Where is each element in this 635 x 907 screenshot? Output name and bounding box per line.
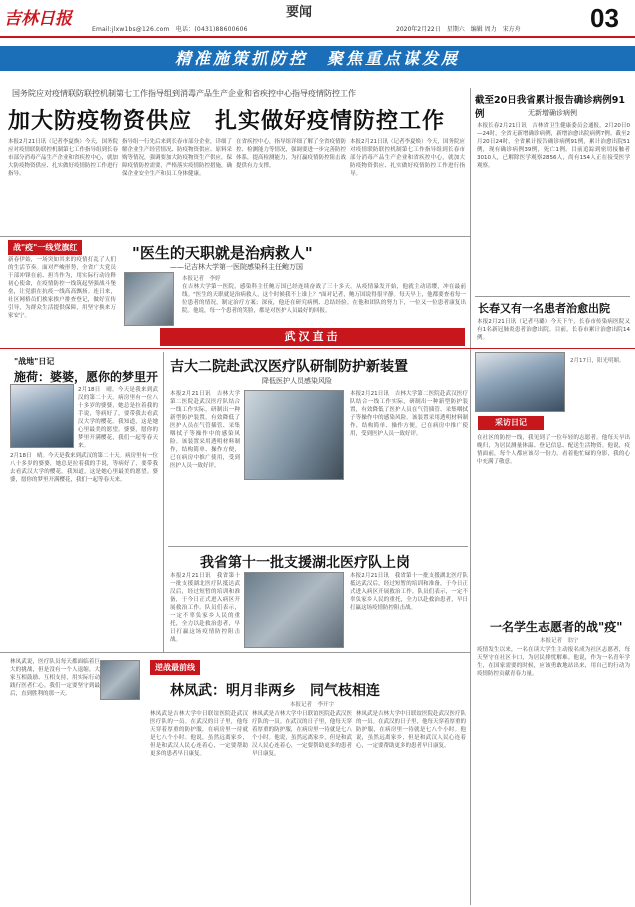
- right-box-text: 本报长春2月21日讯 吉林省卫生健康委员会通报，2月20日0—24时，全省无新增确诊病例，新增治愈出院病例7例。截至2月20日24时，全省累计报告确诊病例91例，累计治愈出院51例，现有确诊病例39例，死亡1例。目前追踪到密切接触者3010人，已解除医学观察2856人，尚有154人正在接受医学观察。: [477, 123, 630, 169]
- doctor-photo: [124, 272, 174, 326]
- column-divider: [470, 350, 471, 905]
- diary-text-continued: 2月18日 晴。今天是我来到武汉的第二十天。病房里有一位八十多岁的婆婆，她总是拉着我的手说，等病好了，要带我去看武汉大学的樱花。我知道，这是她心里最美的愿望。婆婆，愿你的梦里开满樱花，我们一起等春天来。: [10, 453, 158, 483]
- banner-text: 精准施策抓防控 聚焦重点谋发展: [174, 49, 460, 68]
- story2-title: 我省第十一批支援湖北医疗队上岗: [200, 555, 410, 571]
- story2-text-a: 本报2月21日讯 我省第十一批支援湖北医疗队抵达武汉后，经过短暂的培训和准备，于今日正式进入病区开展救治工作。队员们表示，一定不辜负家乡人民的重托，全力以赴救治患者，早日打赢这场疫情防控阻击战。: [170, 573, 240, 643]
- lead-paragraph-2: 指导组一行先后来到长春市部分企业，详细了解企业生产经营情况、防疫物资供应、原料采购等情况，强调要加大防疫物资生产供应，保障疫情防控需要，严格落实疫情防控措施，确保企业安全生产和员工身体健康。: [122, 139, 232, 177]
- story3-text-b: 林凤武是吉林大学中日联谊医院赴武汉医疗队的一员。在武汉的日子里，他每天穿着厚重的防护服，在病房里一待就是七八个小时。他说，虽然远离家乡，但是和武汉人民心连着心，一定要帮助更多的患者早日康复。: [252, 711, 352, 757]
- lead-kicker: 国务院应对疫情联防联控机制第七工作指导组到消毒产品生产企业和省疾控中心指导疫情防控工作: [12, 89, 356, 98]
- protective-device-photo: [244, 390, 344, 480]
- volunteer-story-text: 疫情发生以来，一名在读大学生主动报名成为社区志愿者，每天坚守在社区卡口，为居民排忧解难。他说，作为一名青年学生，在国家需要的时候，应该勇敢地站出来，用自己的行动为疫情防控贡献青春力量。: [477, 647, 630, 677]
- divider: [0, 348, 635, 349]
- lead-paragraph-3: 在省疾控中心，指导组详细了解了全省疫情防控、检测能力等情况，强调要进一步完善防控体系，提高检测能力，为打赢疫情防控阻击战提供有力支撑。: [236, 139, 346, 169]
- wuhan-section-bar: [160, 328, 465, 346]
- story1-title: 吉大二院赴武汉医疗队研制防护新装置: [170, 359, 408, 375]
- story3-tag: 逆战最前线: [150, 660, 200, 675]
- feature-text: 在吉林大学第一医院，感染科主任鲍万国已经连续奋战了三十多天。从疫情暴发开始，他就主动请缨，冲在最前线。"医生的天职就是治病救人，这个时候我不上谁上？"面对记者，鲍万国说得很平静。每天早上，他都要查看每一位患者的情况，制定治疗方案；深夜，他还在研究病例、总结经验。在他和团队的努力下，一位又一位患者康复出院。他说，每一个患者的笑脸，都是对医护人员最好的回报。: [182, 284, 466, 314]
- column-tag: 战"疫"一线党旗红: [8, 240, 82, 255]
- story3-text-a: 林凤武是吉林大学中日联谊医院赴武汉医疗队的一员。在武汉的日子里，他每天穿着厚重的防护服，在病房里一待就是七八个小时。他说，虽然远离家乡，但是和武汉人民心连着心，一定要帮助更多的患者早日康复。: [150, 711, 248, 757]
- story1-text-b: 本报2月21日讯 吉林大学第二医院赴武汉医疗队结合一线工作实际，研制出一种新型防护装置，有效降低了医护人员在气管插管、采集咽拭子等操作中的感染风险。该装置采用透明材料制作，结构简单、操作方便，已在病房中推广使用，受到医护人员一致好评。: [350, 391, 468, 437]
- contact-info: Email:jlxw1bs@126.com 电话：(0431)88600606: [92, 26, 248, 33]
- right-column-tag: 采访日记: [478, 416, 544, 430]
- nurse-photo: [10, 384, 74, 448]
- theme-banner: [0, 46, 635, 71]
- right-column-date: 2月17日，阳光明媚。: [570, 358, 625, 364]
- second-right-title: 长春又有一名患者治愈出院: [478, 302, 610, 315]
- medical-team-photo: [244, 572, 344, 648]
- story1-text-a: 本报2月21日讯 吉林大学第二医院赴武汉医疗队结合一线工作实际，研制出一种新型防护装置，有效降低了医护人员在气管插管、采集咽拭子等操作中的感染风险。该装置采用透明材料制作，结构简单、操作方便，已在病房中推广使用，受到医护人员一致好评。: [170, 391, 240, 469]
- feature-title: "医生的天职就是治病救人": [132, 244, 313, 262]
- right-box-title: 截至20日我省累计报告确诊病例91例: [475, 95, 625, 120]
- divider: [0, 236, 470, 237]
- story3-text-c: 林凤武是吉林大学中日联谊医院赴武汉医疗队的一员。在武汉的日子里，他每天穿着厚重的防护服，在病房里一待就是七八个小时。他说，虽然远离家乡，但是和武汉人民心连着心，一定要帮助更多的患者早日康复。: [356, 711, 466, 749]
- column-left-text: 新春伊始，一场突如其来的疫情打乱了人们的生活节奏。面对严峻形势，全省广大党员干部冲锋在前、担当作为，用实际行动诠释初心使命，在疫情防控一线筑起坚强战斗堡垒，让党旗在抗疫一线高高飘扬。连日来，社区网格员们挨家挨户排查登记，做好宣传引导，为群众生活提供保障，用坚守换来万家安宁。: [8, 257, 116, 319]
- second-right-text: 本报2月21日讯（记者马璐）今天下午，长春市传染病医院又有1名新冠肺炎患者治愈出院。目前，长春市累计治愈出院14例。: [477, 319, 630, 341]
- reporter-photo: [100, 660, 140, 700]
- feature-subtitle: ——记吉林大学第一医院感染科主任鲍万国: [170, 263, 303, 271]
- story3-title: 林凤武：明月非两乡 同气枝相连: [170, 683, 380, 699]
- story2-text-b: 本报2月21日讯 我省第十一批支援湖北医疗队抵达武汉后，经过短暂的培训和准备，于今日正式进入病区开展救治工作。队员们表示，一定不辜负家乡人民的重托，全力以赴救治患者，早日打赢这场疫情防控阻击战。: [350, 573, 468, 611]
- column-divider: [163, 352, 164, 652]
- page-number: 03: [590, 3, 619, 33]
- lead-paragraph-4: 本报2月21日讯（记者李夏焕）今天，国务院应对疫情联防联控机制第七工作指导组到长春市部分消毒产品生产企业和省疾控中心，就加大防疫物资供应、扎实做好疫情防控工作进行指导。: [350, 139, 465, 177]
- bottom-left-text: 林凤武说，医疗队员每天都面临着巨大的挑战，但是没有一个人退缩。大家互相鼓励、互相支持，用实际行动践行医者仁心。我们一定要坚守到最后，直到胜利的那一天。: [10, 659, 100, 697]
- masthead: [0, 0, 635, 38]
- volunteer-story-byline: 本报记者 翁宁: [540, 638, 579, 644]
- story1-subtitle: 降低医护人员感染风险: [262, 377, 332, 385]
- divider: [168, 546, 468, 547]
- story3-byline: 本报记者 李开宇: [290, 702, 335, 708]
- volunteer-photo: [475, 352, 565, 412]
- newspaper-logo: 吉林日报: [4, 9, 72, 29]
- divider: [475, 296, 630, 297]
- divider: [0, 652, 470, 653]
- volunteer-story-title: 一名学生志愿者的战"疫": [490, 620, 623, 634]
- lead-headline: 加大防疫物资供应 扎实做好疫情防控工作: [8, 109, 446, 134]
- diary-title: 施荷：婆婆，愿你的梦里开: [14, 370, 159, 384]
- dateline: 2020年2月22日 星期六 编辑 周力 宋方舟: [396, 26, 521, 33]
- feature-byline: 本报记者 李婷: [182, 276, 221, 282]
- diary-text: 2月18日 晴。今天是我来到武汉的第二十天。病房里有一位八十多岁的婆婆，她总是拉着我的手说，等病好了，要带我去看武汉大学的樱花。我知道，这是她心里最美的愿望。婆婆，愿你的梦里开满樱花，我们一起等春天来。: [78, 387, 158, 448]
- right-box-subtitle: 无新增确诊病例: [528, 109, 577, 117]
- lead-paragraph-1: 本报2月21日讯（记者李夏焕）今天，国务院应对疫情联防联控机制第七工作指导组到长春市部分消毒产品生产企业和省疾控中心，就加大防疫物资供应、扎实做好疫情防控工作进行指导。: [8, 139, 118, 177]
- section-name: 要闻: [286, 5, 313, 20]
- right-column-text: 在社区的防控一线，我见到了一位年轻的志愿者。他每天早出晚归，为居民测量体温、登记信息、配送生活物资。他说，疫情面前，每个人都应该尽一份力。看着他忙碌的身影，我的心中充满了敬意。: [477, 435, 630, 465]
- diary-tag: "战地"日记: [14, 357, 55, 366]
- wuhan-bar-label: 武汉直击: [284, 330, 341, 343]
